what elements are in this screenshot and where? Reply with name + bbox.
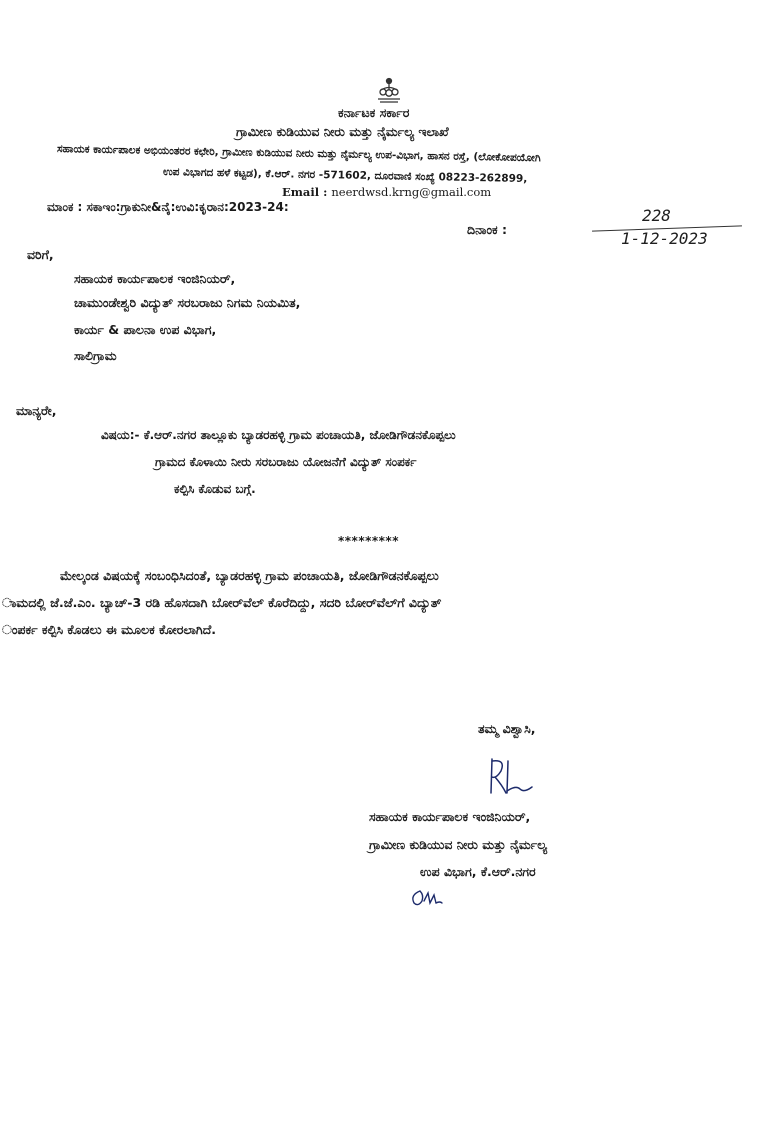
office-address-line-2: ಉಪ ವಿಭಾಗದ ಹಳೆ ಕಟ್ಟಡ), ಕೆ.ಆರ್. ನಗರ -571602, ದೂರವಾಣಿ ಸಂಖ್ಯೆ 08223-262899, [162,166,528,185]
body-line: ಾಮದಲ್ಲಿ ಜೆ.ಜೆ.ಎಂ. ಬ್ಯಾಚ್-3 ರಡಿ ಹೊಸದಾಗಿ ಬೋರ್‌ವೆಲ್ ಕೊರೆದಿದ್ದು, ಸದರಿ ಬೋರ್‌ವೆಲ್‌ಗೆ ವಿದ್ಯುತ್ [2,595,442,610]
recipient-line: ಸಾಲಿಗ್ರಾಮ [74,348,117,363]
recipient-to-label: ವರಿಗೆ, [27,247,54,262]
date-label: ದಿನಾಂಕ : [467,222,507,237]
reference-number: ಮಾಂಕ : ಸಕಾಇಂ:ಗ್ರಾಕುನೀ&ನೈ:ಉವಿ:ಕೃರಾನ:2023-24: [47,200,289,214]
email-row [282,185,491,199]
separator: ********* [338,534,399,548]
state-emblem-icon [372,76,406,106]
department-title: ಗ್ರಾಮೀಣ ಕುಡಿಯುವ ನೀರು ಮತ್ತು ನೈರ್ಮಲ್ಯ ಇಲಾಖೆ [236,124,449,139]
government-title: ಕರ್ನಾಟಕ ಸರ್ಕಾರ [338,105,410,120]
email-address: neerdwsd.krng@gmail.com [331,185,492,199]
subject-line: ಗ್ರಾಮದ ಕೊಳಾಯಿ ನೀರು ಸರಬರಾಜು ಯೋಜನೆಗೆ ವಿದ್ಯುತ್ ಸಂಪರ್ಕ [155,455,417,469]
body-line: ಮೇಲ್ಕಂಡ ವಿಷಯಕ್ಕೆ ಸಂಬಂಧಿಸಿದಂತೆ, ಬ್ಯಾಡರಹಳ್ಳಿ ಗ್ರಾಮ ಪಂಚಾಯತಿ, ಜೋಡಿಗೌಡನಕೊಪ್ಪಲು [60,568,439,583]
recipient-line: ಚಾಮುಂಡೇಶ್ವರಿ ವಿದ್ಯುತ್ ಸರಬರಾಜು ನಿಗಮ ನಿಯಮಿತ, [74,295,301,310]
greeting: ಮಾನ್ಯರೇ, [16,403,57,418]
yours-faithfully: ತಮ್ಮ ವಿಶ್ವಾಸಿ, [478,721,536,736]
signatory-line: ಗ್ರಾಮೀಣ ಕುಡಿಯುವ ನೀರು ಮತ್ತು ನೈರ್ಮಲ್ಯ [369,837,548,852]
recipient-line: ಸಹಾಯಕ ಕಾರ್ಯಪಾಲಕ ಇಂಜಿನಿಯರ್, [74,271,236,286]
signatory-line: ಉಪ ವಿಭಾಗ, ಕೆ.ಆರ್.ನಗರ [420,864,536,879]
recipient-line: ಕಾರ್ಯ & ಪಾಲನಾ ಉಪ ವಿಭಾಗ, [74,322,217,337]
body-line: ಂಪರ್ಕ ಕಲ್ಪಿಸಿ ಕೊಡಲು ಈ ಮೂಲಕ ಕೋರಲಾಗಿದೆ. [2,622,217,637]
handwritten-date: 1-12-2023 [621,229,708,248]
email-label: Email : [282,185,328,199]
signatory-line: ಸಹಾಯಕ ಕಾರ್ಯಪಾಲಕ ಇಂಜಿನಿಯರ್, [369,809,531,824]
subject-line: ವಿಷಯ:- ಕೆ.ಆರ್.ನಗರ ತಾಲ್ಲೂಕು ಬ್ಯಾಡರಹಳ್ಳಿ ಗ್ರಾಮ ಪಂಚಾಯತಿ, ಜೋಡಿಗೌಡನಕೊಪ್ಪಲು [101,428,456,442]
handwritten-dispatch-number: 228 [642,206,671,225]
signature-icon [486,755,546,803]
office-address-line-1: ಸಹಾಯಕ ಕಾರ್ಯಪಾಲಕ ಅಭಿಯಂತರರ ಕಛೇರಿ, ಗ್ರಾಮೀಣ ಕುಡಿಯುವ ನೀರು ಮತ್ತು ನೈರ್ಮಲ್ಯ ಉಪ-ವಿಭಾಗ, ಹಾಸನ ರಸ್ತೆ, (ಲೋಕೋಪಯೋಗಿ [56,143,541,165]
subject-line: ಕಲ್ಪಿಸಿ ಕೊಡುವ ಬಗ್ಗೆ. [174,482,256,496]
initials-icon [408,887,444,909]
